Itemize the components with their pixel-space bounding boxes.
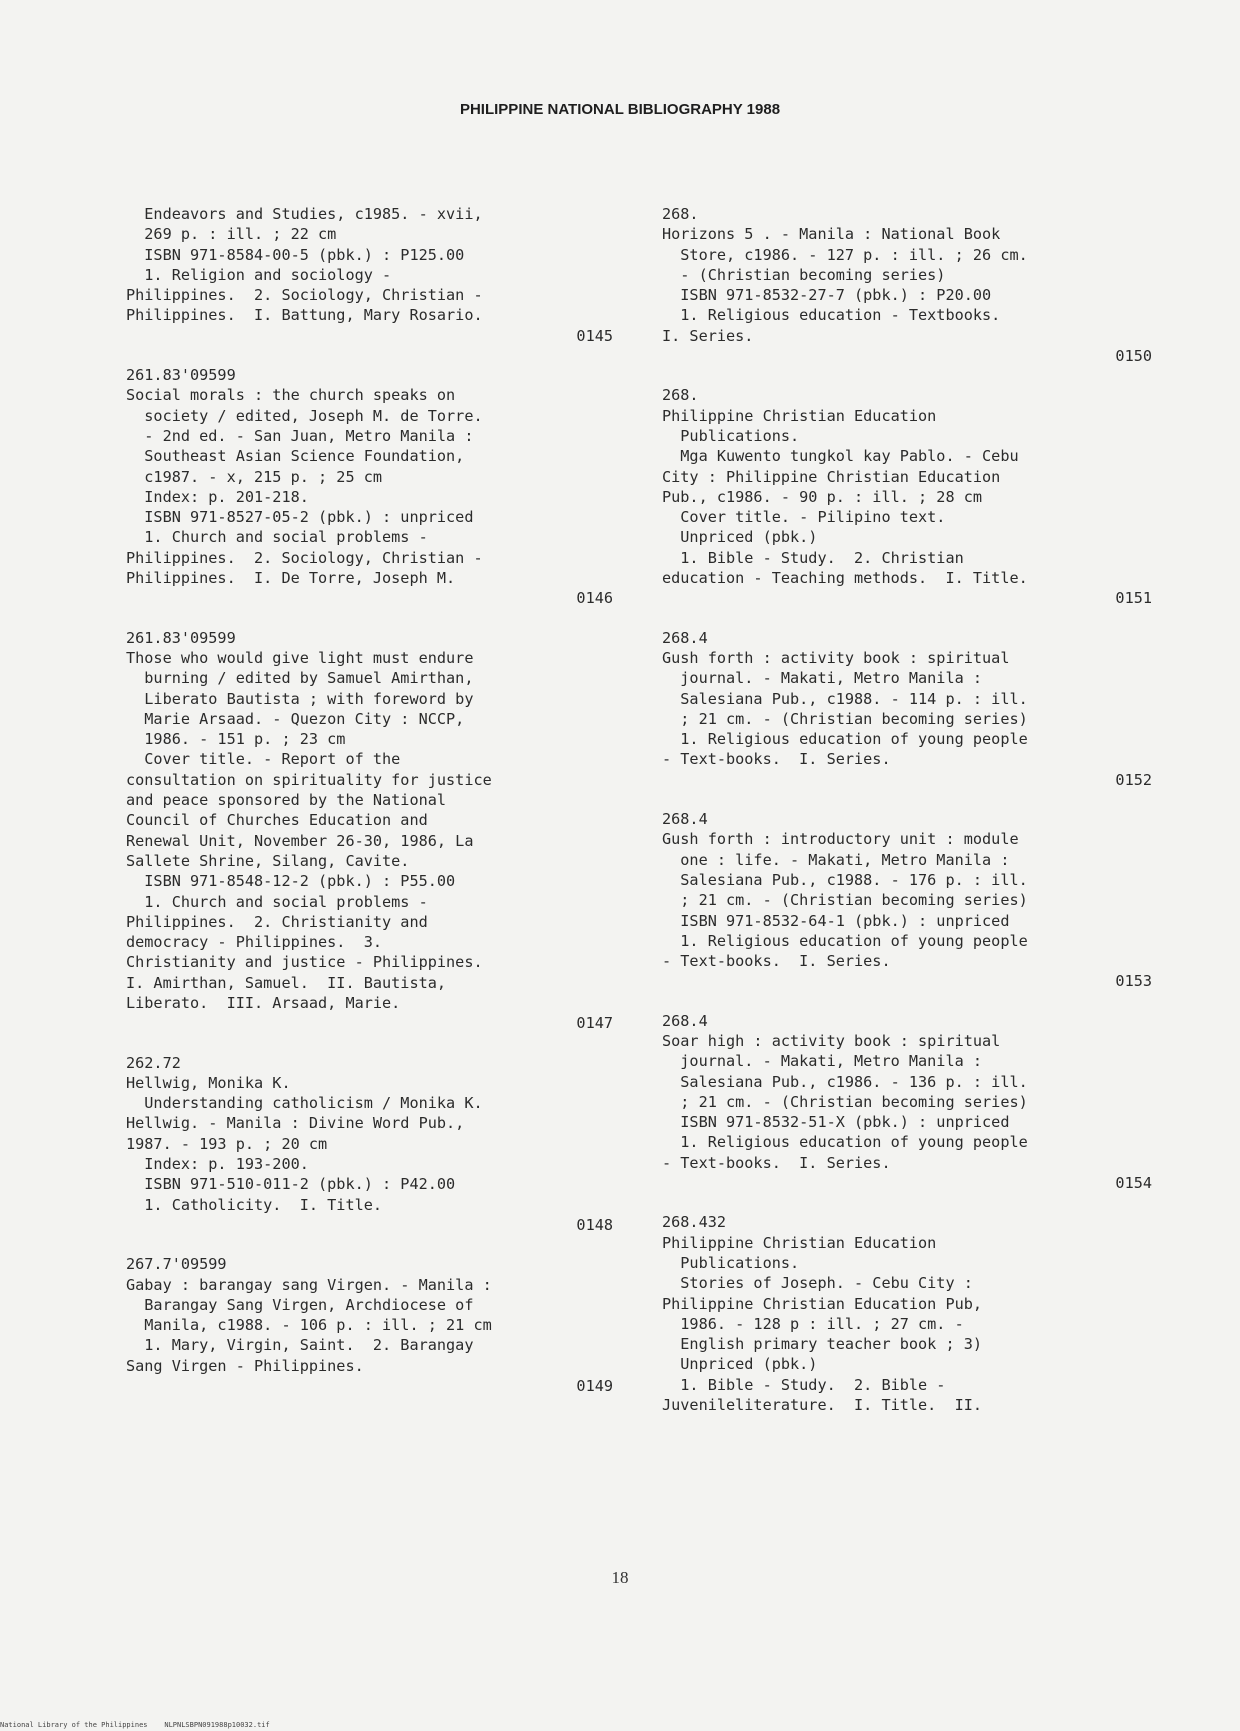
entry-line: ISBN 971-510-011-2 (pbk.) : P42.00 xyxy=(126,1175,456,1194)
entry-line: Marie Arsaad. - Quezon City : NCCP, xyxy=(126,709,465,728)
entry-line: 268.4 xyxy=(662,810,708,829)
entry-line: 1. Religious education - Textbooks. xyxy=(662,306,1001,325)
entry-line: Philippines. 2. Christianity and xyxy=(126,912,428,931)
entry-line: Unpriced (pbk.) xyxy=(662,528,818,547)
entry-line: Sang Virgen - Philippines. xyxy=(126,1356,364,1375)
entry-number: 0149 xyxy=(576,1377,613,1396)
entry-line: 1986. - 151 p. ; 23 cm xyxy=(126,730,346,749)
entry-number: 0153 xyxy=(1115,972,1152,991)
entry-number: 0151 xyxy=(1115,589,1152,608)
entry-line: Philippines. 2. Sociology, Christian - xyxy=(126,286,483,305)
left-column xyxy=(126,204,613,1415)
bibliography-entry xyxy=(662,385,1152,608)
entry-line: Social morals : the church speaks on xyxy=(126,386,456,405)
entry-line: - Text-books. I. Series. xyxy=(662,952,891,971)
entry-line: democracy - Philippines. 3. xyxy=(126,933,383,952)
entry-line: Pub., c1986. - 90 p. : ill. ; 28 cm xyxy=(662,487,983,506)
bibliography-entry xyxy=(662,1212,1152,1415)
entry-line: ; 21 cm. - (Christian becoming series) xyxy=(662,709,1028,728)
bibliography-entry xyxy=(126,1053,613,1236)
entry-number: 0148 xyxy=(576,1215,613,1234)
entry-line: 1986. - 128 p : ill. ; 27 cm. - xyxy=(662,1314,964,1333)
entry-line: 1. Catholicity. I. Title. xyxy=(126,1195,383,1214)
entry-line: Gush forth : activity book : spiritual xyxy=(662,648,1010,667)
entry-line: 1. Church and social problems - xyxy=(126,892,428,911)
entry-number: 0145 xyxy=(576,326,613,345)
entry-line: - 2nd ed. - San Juan, Metro Manila : xyxy=(126,426,474,445)
entry-line: burning / edited by Samuel Amirthan, xyxy=(126,669,474,688)
entry-number: 0152 xyxy=(1115,770,1152,789)
entry-line: Liberato. III. Arsaad, Marie. xyxy=(126,993,401,1012)
entry-line: - (Christian becoming series) xyxy=(662,265,946,284)
bibliography-entry xyxy=(126,365,613,609)
entry-line: ISBN 971-8532-64-1 (pbk.) : unpriced xyxy=(662,911,1010,930)
right-column xyxy=(662,204,1152,1434)
entry-line: journal. - Makati, Metro Manila : xyxy=(662,669,983,688)
entry-line: Philippine Christian Education xyxy=(662,406,937,425)
entry-number: 0146 xyxy=(576,589,613,608)
entry-line: Barangay Sang Virgen, Archdiocese of xyxy=(126,1295,474,1314)
entry-line: 1987. - 193 p. ; 20 cm xyxy=(126,1134,328,1153)
entry-line: Salesiana Pub., c1988. - 176 p. : ill. xyxy=(662,870,1028,889)
entry-line: ISBN 971-8548-12-2 (pbk.) : P55.00 xyxy=(126,872,456,891)
entry-line: Salesiana Pub., c1988. - 114 p. : ill. xyxy=(662,689,1028,708)
entry-line: ; 21 cm. - (Christian becoming series) xyxy=(662,1092,1028,1111)
entry-line: Stories of Joseph. - Cebu City : xyxy=(662,1274,973,1293)
bibliography-entry xyxy=(126,204,613,346)
entry-line: 261.83'09599 xyxy=(126,628,236,647)
entry-line: one : life. - Makati, Metro Manila : xyxy=(662,850,1010,869)
entry-line: 1. Church and social problems - xyxy=(126,528,428,547)
entry-line: 1. Religious education of young people xyxy=(662,931,1028,950)
entry-line: 268.4 xyxy=(662,628,708,647)
entry-line: Hellwig. - Manila : Divine Word Pub., xyxy=(126,1114,465,1133)
entry-line: ISBN 971-8527-05-2 (pbk.) : unpriced xyxy=(126,508,474,527)
entry-line: Cover title. - Report of the xyxy=(126,750,401,769)
entry-line: Hellwig, Monika K. xyxy=(126,1073,291,1092)
entry-number: 0150 xyxy=(1115,347,1152,366)
entry-line: 262.72 xyxy=(126,1053,181,1072)
entry-line: society / edited, Joseph M. de Torre. xyxy=(126,406,483,425)
entry-line: Horizons 5 . - Manila : National Book xyxy=(662,225,1001,244)
entry-line: Philippine Christian Education Pub, xyxy=(662,1294,983,1313)
entry-line: City : Philippine Christian Education xyxy=(662,467,1001,486)
entry-line: 1. Bible - Study. 2. Christian xyxy=(662,548,964,567)
entry-line: Christianity and justice - Philippines. xyxy=(126,953,483,972)
bibliography-entry xyxy=(662,204,1152,366)
entry-line: journal. - Makati, Metro Manila : xyxy=(662,1052,983,1071)
entry-line: Endeavors and Studies, c1985. - xvii, xyxy=(126,205,483,223)
page-header: PHILIPPINE NATIONAL BIBLIOGRAPHY 1988 xyxy=(459,101,781,118)
entry-line: - Text-books. I. Series. xyxy=(662,1153,891,1172)
entry-line: Council of Churches Education and xyxy=(126,811,428,830)
entry-line: ISBN 971-8584-00-5 (pbk.) : P125.00 xyxy=(126,245,465,264)
entry-number: 0154 xyxy=(1115,1174,1152,1193)
page-number: 18 xyxy=(611,1568,629,1587)
entry-line: 268. xyxy=(662,205,699,223)
entry-line: Sallete Shrine, Silang, Cavite. xyxy=(126,851,410,870)
entry-line: Salesiana Pub., c1986. - 136 p. : ill. xyxy=(662,1072,1028,1091)
entry-line: Southeast Asian Science Foundation, xyxy=(126,447,465,466)
entry-line: English primary teacher book ; 3) xyxy=(662,1335,983,1354)
entry-line: Philippines. 2. Sociology, Christian - xyxy=(126,548,483,567)
entry-line: Store, c1986. - 127 p. : ill. ; 26 cm. xyxy=(662,245,1028,264)
entry-line: 269 p. : ill. ; 22 cm xyxy=(126,225,337,244)
entry-line: 268. xyxy=(662,386,699,405)
bibliography-entry xyxy=(126,1254,613,1396)
entry-line: - Text-books. I. Series. xyxy=(662,750,891,769)
entry-line: 268.432 xyxy=(662,1213,727,1232)
entry-number: 0147 xyxy=(576,1014,613,1033)
entry-line: I. Series. xyxy=(662,326,754,345)
bibliography-entry xyxy=(662,809,1152,992)
entry-line: Juvenileliterature. I. Title. II. xyxy=(662,1396,983,1415)
entry-line: Understanding catholicism / Monika K. xyxy=(126,1094,483,1113)
entry-line: Manila, c1988. - 106 p. : ill. ; 21 cm xyxy=(126,1316,492,1335)
entry-line: Philippines. I. De Torre, Joseph M. xyxy=(126,569,456,588)
entry-line: 1. Religion and sociology - xyxy=(126,265,392,284)
bibliography-entry xyxy=(662,628,1152,790)
entry-line: ; 21 cm. - (Christian becoming series) xyxy=(662,891,1028,910)
entry-line: 268.4 xyxy=(662,1011,708,1030)
entry-line: 1. Religious education of young people xyxy=(662,730,1028,749)
entry-line: c1987. - x, 215 p. ; 25 cm xyxy=(126,467,383,486)
entry-line: consultation on spirituality for justice xyxy=(126,770,492,789)
entry-line: 267.7'09599 xyxy=(126,1255,227,1274)
entry-line: Philippine Christian Education xyxy=(662,1233,937,1252)
entry-line: education - Teaching methods. I. Title. xyxy=(662,569,1028,588)
scan-footer: National Library of the Philippines NLPNLSBPN091988p10032.tif xyxy=(0,1721,270,1729)
entry-line: I. Amirthan, Samuel. II. Bautista, xyxy=(126,973,447,992)
entry-line: Soar high : activity book : spiritual xyxy=(662,1031,1001,1050)
entry-line: Publications. xyxy=(662,426,800,445)
entry-line: ISBN 971-8532-27-7 (pbk.) : P20.00 xyxy=(662,286,992,305)
entry-line: Publications. xyxy=(662,1253,800,1272)
entry-line: Renewal Unit, November 26-30, 1986, La xyxy=(126,831,474,850)
entry-line: Gush forth : introductory unit : module xyxy=(662,830,1019,849)
entry-line: Cover title. - Pilipino text. xyxy=(662,508,946,527)
entry-line: Philippines. I. Battung, Mary Rosario. xyxy=(126,306,483,325)
entry-line: Gabay : barangay sang Virgen. - Manila : xyxy=(126,1275,492,1294)
entry-line: ISBN 971-8532-51-X (pbk.) : unpriced xyxy=(662,1113,1010,1132)
entry-line: Index: p. 193-200. xyxy=(126,1155,309,1174)
entry-line: 1. Mary, Virgin, Saint. 2. Barangay xyxy=(126,1336,474,1355)
bibliography-entry xyxy=(662,1011,1152,1194)
entry-line: 261.83'09599 xyxy=(126,366,236,385)
entry-line: Index: p. 201-218. xyxy=(126,487,309,506)
bibliography-entry xyxy=(126,628,613,1034)
entry-line: Those who would give light must endure xyxy=(126,648,474,667)
entry-line: and peace sponsored by the National xyxy=(126,791,447,810)
entry-line: Unpriced (pbk.) xyxy=(662,1355,818,1374)
entry-line: 1. Religious education of young people xyxy=(662,1133,1028,1152)
entry-line: Liberato Bautista ; with foreword by xyxy=(126,689,474,708)
entry-line: Mga Kuwento tungkol kay Pablo. - Cebu xyxy=(662,447,1019,466)
entry-line: 1. Bible - Study. 2. Bible - xyxy=(662,1375,946,1394)
